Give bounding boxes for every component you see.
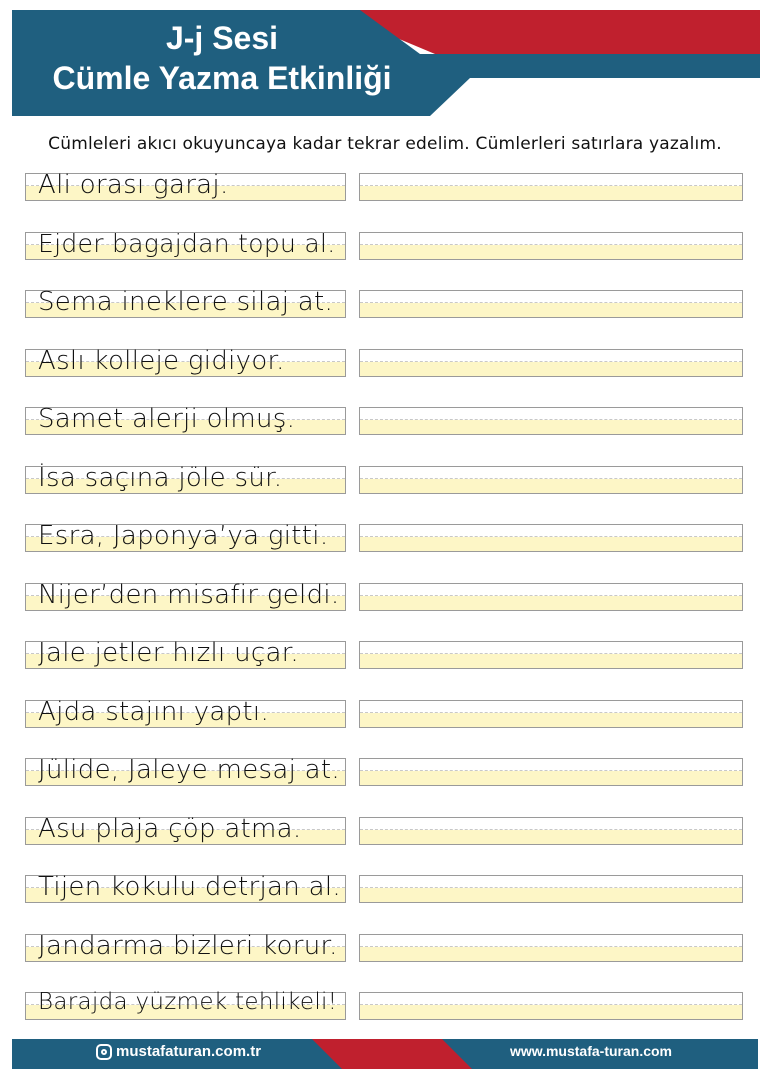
sentence-row [0, 521, 770, 554]
page-title [12, 18, 432, 98]
sentence-text: Ajda stajını yaptı. [38, 696, 270, 727]
writing-line[interactable] [359, 290, 743, 318]
instagram-handle: mustafaturan.com.tr [116, 1043, 262, 1060]
model-sentence-box [25, 989, 346, 1020]
midline [360, 653, 742, 654]
writing-line[interactable] [359, 349, 743, 377]
writing-line[interactable] [359, 875, 743, 903]
instruction-text: Cümleleri akıcı okuyuncaya kadar tekrar edelim. Cümlerleri satırlara yazalım. [48, 134, 722, 154]
model-sentence-box [25, 755, 346, 786]
sentence-row [0, 345, 770, 379]
sentence-row [0, 930, 770, 964]
writing-line[interactable] [359, 934, 743, 962]
sentence-text: Aslı kolleje gidiyor. [38, 345, 285, 376]
sentence-row [0, 462, 770, 496]
writing-line[interactable] [359, 641, 743, 669]
sentence-row [0, 989, 770, 1022]
sentence-text: Nijer’den misafir geldi. [38, 579, 340, 610]
midline [360, 829, 742, 830]
model-sentence-box [25, 228, 346, 260]
sentence-text: Jale jetler hızlı uçar. [38, 638, 299, 668]
model-sentence-box [25, 170, 346, 201]
midline [360, 361, 742, 362]
sentence-row [0, 696, 770, 730]
writing-line[interactable] [359, 232, 743, 260]
sentence-text: İsa saçına jöle sür. [38, 462, 283, 493]
writing-line[interactable] [359, 524, 743, 552]
sentence-row [0, 872, 770, 905]
model-sentence-box [25, 287, 346, 318]
sentence-row [0, 404, 770, 437]
writing-line[interactable] [359, 466, 743, 494]
midline [360, 185, 742, 186]
midline [360, 1004, 742, 1005]
sentence-text: Ejder bagajdan topu al. [38, 228, 336, 258]
sentence-text: Samet alerji olmuş. [38, 404, 296, 434]
footer-website-link[interactable]: www.mustafa-turan.com [509, 1043, 672, 1059]
midline [360, 770, 742, 771]
sentence-row [0, 287, 770, 320]
sentence-text: Jandarma bizleri korur. [38, 930, 338, 961]
footer-instagram[interactable] [96, 1043, 261, 1060]
sentence-row [0, 755, 770, 788]
sentence-row [0, 579, 770, 613]
writing-line[interactable] [359, 407, 743, 435]
model-sentence-box [25, 930, 346, 962]
sentence-text: Asu plaja çöp atma. [38, 813, 302, 844]
header-banner [0, 0, 770, 120]
model-sentence-box [25, 696, 346, 728]
model-sentence-box [25, 404, 346, 435]
sentence-text: Sema ineklere silaj at. [38, 287, 334, 317]
writing-line[interactable] [359, 583, 743, 611]
midline [360, 478, 742, 479]
midline [360, 302, 742, 303]
model-sentence-box [25, 579, 346, 611]
midline [360, 536, 742, 537]
instagram-icon [96, 1044, 112, 1060]
writing-line[interactable] [359, 992, 743, 1020]
title-line-2: Cümle Yazma Etkinliği [52, 60, 392, 96]
model-sentence-box [25, 638, 346, 669]
model-sentence-box [25, 521, 346, 552]
writing-line[interactable] [359, 817, 743, 845]
midline [360, 712, 742, 713]
sentence-text: Esra, Japonya’ya gitti. [38, 521, 329, 551]
model-sentence-box [25, 872, 346, 903]
sentence-row [0, 228, 770, 262]
midline [360, 244, 742, 245]
sentence-text: Tijen kokulu detrjan al. [38, 872, 341, 902]
model-sentence-box [25, 813, 346, 845]
model-sentence-box [25, 462, 346, 494]
sentence-row [0, 813, 770, 847]
writing-line[interactable] [359, 758, 743, 786]
sentence-text: Barajda yüzmek tehlikeli! [38, 989, 338, 1015]
title-line-1: J-j Sesi [165, 20, 279, 56]
model-sentence-box [25, 345, 346, 377]
midline [360, 595, 742, 596]
writing-line[interactable] [359, 173, 743, 201]
writing-line[interactable] [359, 700, 743, 728]
footer-bar [12, 1039, 758, 1069]
midline [360, 419, 742, 420]
sentence-text: Ali orası garaj. [38, 170, 229, 200]
sentence-text: Jülide, Jaleye mesaj at. [38, 755, 340, 785]
midline [360, 946, 742, 947]
sentence-row [0, 638, 770, 671]
midline [360, 887, 742, 888]
sentence-row [0, 170, 770, 203]
